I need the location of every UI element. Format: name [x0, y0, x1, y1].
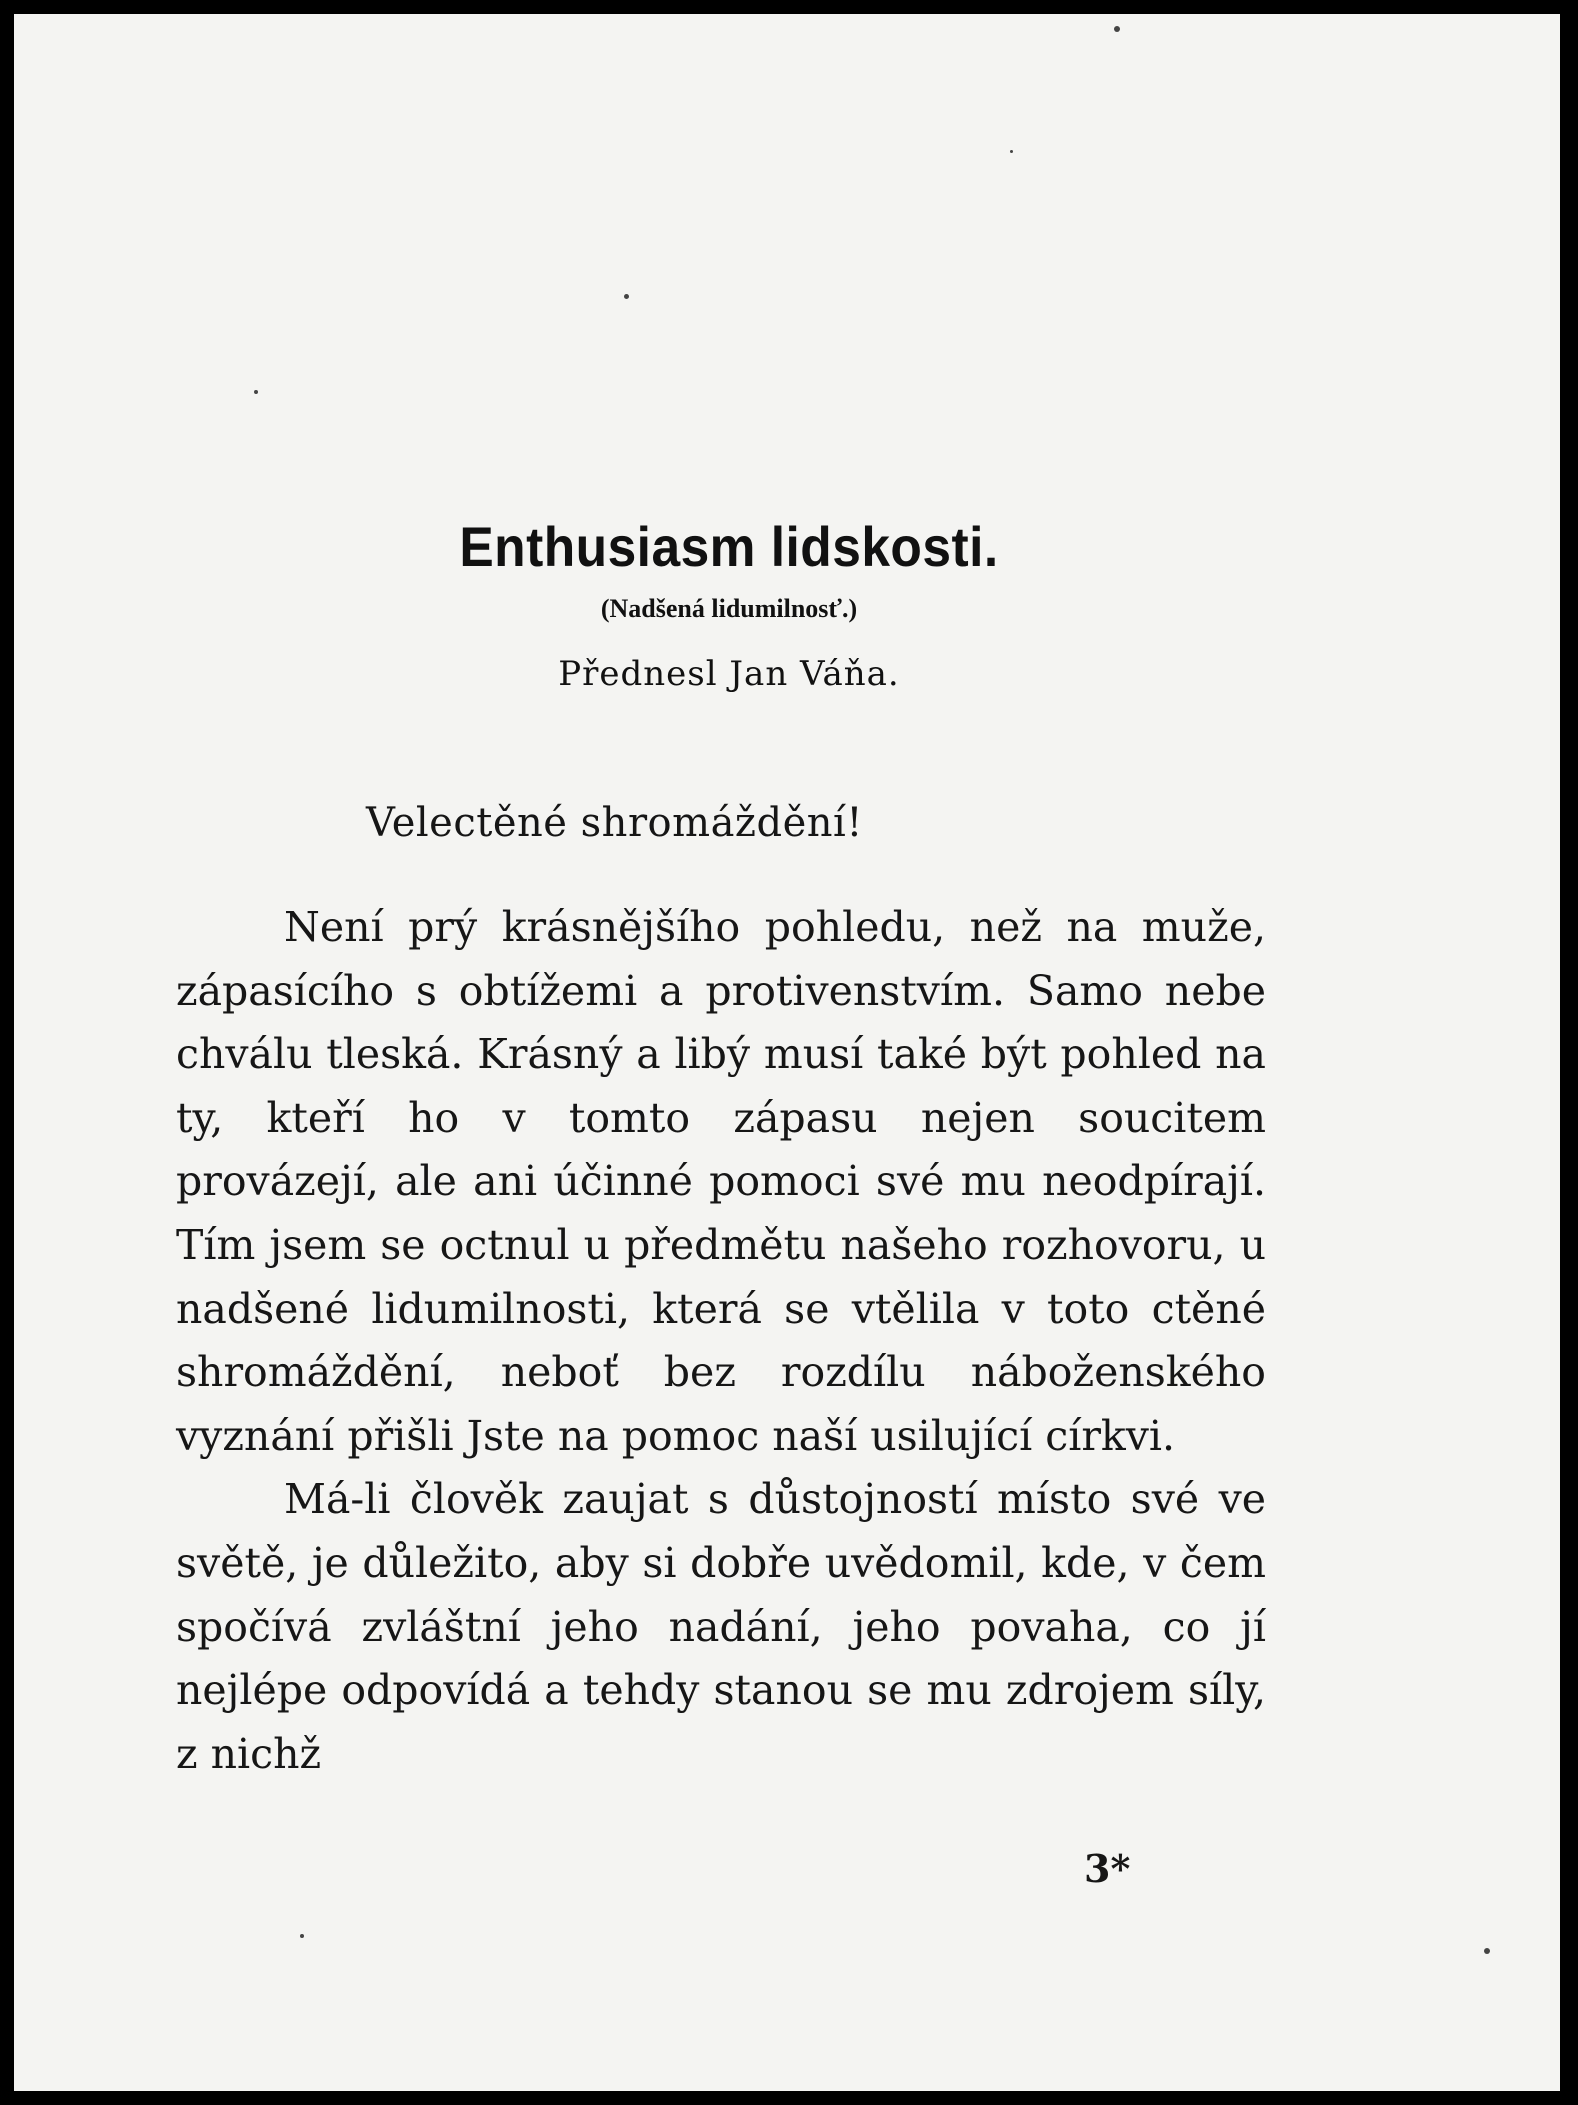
salutation: Velectěné shromáždění!	[366, 800, 863, 846]
scan-speck	[1010, 150, 1013, 153]
paragraph: Není prý krásnějšího pohledu, než na muže, zápasícího s obtížemi a protivenstvím. Samo nebe chválu tleská. Krásný a libý musí také být pohled na ty, kteří ho v tomto zápasu nejen soucitem provázejí, ale ani účinné pomoci své mu neodpírají. Tím jsem se octnul u předmětu našeho rozhovoru, u nadšené lidumilnosti, která se vtělila v toto ctěné shromáždění, neboť bez rozdílu náboženského vyznání přišli Jste na pomoc naší usilující církvi.	[176, 903, 1266, 1460]
page-title: Enthusiasm lidskosti.	[459, 515, 999, 578]
page-number: 3*	[1084, 1846, 1131, 1891]
presenter-line: Přednesl Jan Váňa.	[558, 654, 900, 694]
body-text	[176, 896, 1266, 1786]
scan-speck	[300, 1934, 304, 1938]
page-subtitle: (Nadšená lidumilnosť.)	[600, 594, 858, 623]
scan-speck	[1484, 1948, 1490, 1954]
paragraph: Má-li člověk zaujat s důstojností místo své ve světě, je důležito, aby si dobře uvědomil, kde, v čem spočívá zvláštní jeho nadání, jeho povaha, co jí nejlépe odpovídá a tehdy stanou se mu zdrojem síly, z nichž	[176, 1475, 1266, 1778]
scan-speck	[624, 294, 629, 299]
document-page	[14, 14, 1560, 2091]
scan-speck	[254, 390, 258, 394]
scan-speck	[1114, 26, 1120, 32]
